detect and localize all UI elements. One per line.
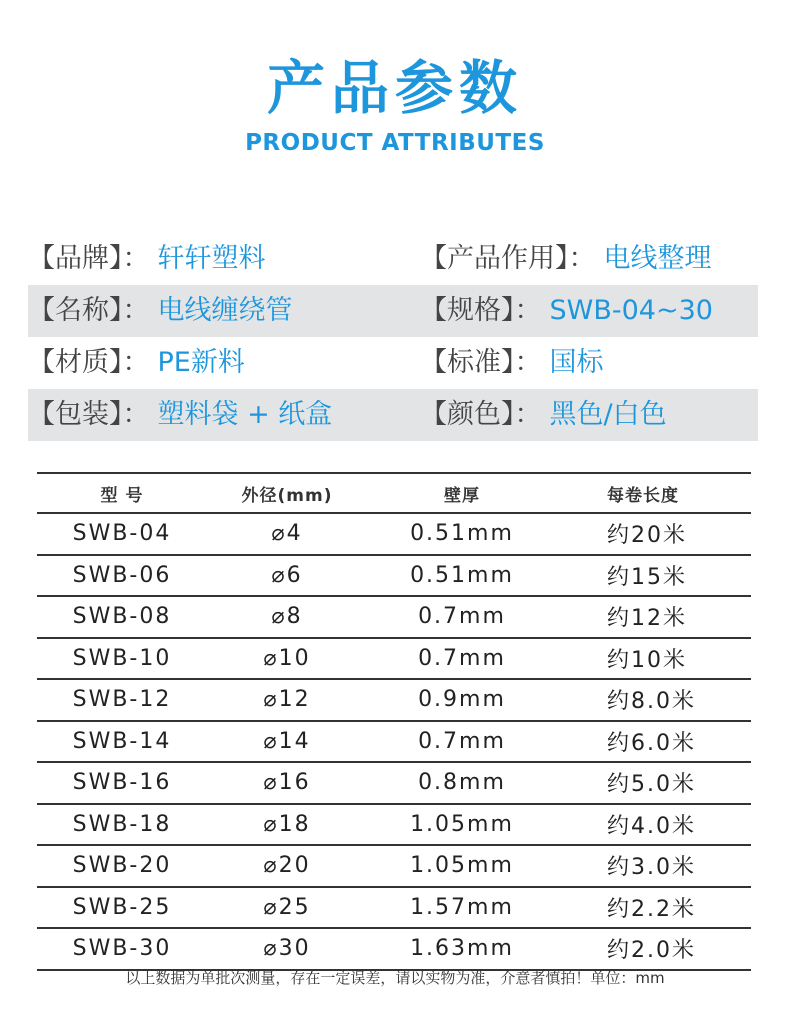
attribute-cell bbox=[28, 389, 420, 441]
cell-thickness: 1.63mm bbox=[410, 936, 514, 962]
attribute-cell bbox=[28, 285, 420, 337]
cell-model: SWB-06 bbox=[72, 562, 172, 588]
cell-model: SWB-14 bbox=[72, 728, 172, 754]
cell-diameter: ⌀10 bbox=[263, 645, 311, 671]
cell-thickness: 0.9mm bbox=[418, 687, 506, 713]
column-header-model: 型 号 bbox=[100, 485, 144, 506]
attribute-label: 【材质】： bbox=[28, 347, 150, 378]
cell-length: 约2.0米 bbox=[607, 938, 696, 964]
cell-length: 约4.0米 bbox=[607, 813, 696, 839]
cell-diameter: ⌀30 bbox=[263, 936, 311, 962]
cell-length: 约20米 bbox=[607, 523, 687, 549]
footnote: 以上数据为单批次测量，存在一定误差，请以实物为准，介意者慎拍！单位：mm bbox=[125, 969, 665, 987]
attribute-label: 【规格】： bbox=[420, 295, 542, 326]
cell-diameter: ⌀16 bbox=[263, 770, 311, 796]
attribute-label: 【产品作用】： bbox=[420, 243, 596, 274]
cell-diameter: ⌀18 bbox=[263, 811, 311, 837]
attributes-panel bbox=[28, 233, 758, 441]
cell-thickness: 0.7mm bbox=[418, 645, 506, 671]
column-header-length: 每卷长度 bbox=[607, 485, 679, 506]
attribute-row bbox=[28, 285, 758, 337]
cell-thickness: 0.8mm bbox=[418, 770, 506, 796]
attribute-label: 【标准】： bbox=[420, 347, 542, 378]
table-row bbox=[37, 597, 751, 639]
cell-model: SWB-25 bbox=[72, 894, 172, 920]
attribute-cell bbox=[28, 233, 420, 285]
attribute-cell bbox=[420, 389, 758, 441]
attribute-cell bbox=[420, 285, 758, 337]
table-row bbox=[37, 514, 751, 556]
cell-thickness: 0.51mm bbox=[410, 521, 514, 547]
table-row bbox=[37, 929, 751, 971]
cell-thickness: 0.7mm bbox=[418, 728, 506, 754]
cell-length: 约15米 bbox=[607, 564, 687, 590]
attribute-cell bbox=[420, 233, 758, 285]
attribute-row bbox=[28, 389, 758, 441]
attribute-label: 【名称】： bbox=[28, 295, 150, 326]
cell-length: 约3.0米 bbox=[607, 855, 696, 881]
table-row bbox=[37, 846, 751, 888]
cell-model: SWB-12 bbox=[72, 687, 172, 713]
attribute-value: 国标 bbox=[549, 347, 604, 378]
cell-length: 约12米 bbox=[607, 606, 687, 632]
cell-length: 约5.0米 bbox=[607, 772, 696, 798]
table-row bbox=[37, 722, 751, 764]
cell-diameter: ⌀20 bbox=[263, 853, 311, 879]
cell-thickness: 1.57mm bbox=[410, 894, 514, 920]
attribute-value: 电线整理 bbox=[603, 243, 712, 274]
cell-model: SWB-20 bbox=[72, 853, 172, 879]
attribute-cell bbox=[28, 337, 420, 389]
column-header-diameter: 外径(mm) bbox=[241, 485, 333, 506]
attribute-label: 【品牌】： bbox=[28, 243, 150, 274]
cell-diameter: ⌀14 bbox=[263, 728, 311, 754]
cell-diameter: ⌀4 bbox=[271, 521, 303, 547]
cell-diameter: ⌀12 bbox=[263, 687, 311, 713]
cell-model: SWB-16 bbox=[72, 770, 172, 796]
cell-diameter: ⌀6 bbox=[271, 562, 303, 588]
attribute-label: 【包装】： bbox=[28, 399, 150, 430]
page-subtitle: PRODUCT ATTRIBUTES bbox=[245, 130, 545, 156]
attribute-cell bbox=[420, 337, 758, 389]
table-row bbox=[37, 680, 751, 722]
attribute-row bbox=[28, 233, 758, 285]
attribute-value: 轩轩塑料 bbox=[157, 243, 266, 274]
cell-model: SWB-04 bbox=[72, 521, 172, 547]
cell-model: SWB-08 bbox=[72, 604, 172, 630]
table-row bbox=[37, 805, 751, 847]
attribute-row bbox=[28, 337, 758, 389]
cell-length: 约10米 bbox=[607, 647, 687, 673]
attribute-value: 黑色/白色 bbox=[549, 399, 667, 430]
cell-thickness: 0.7mm bbox=[418, 604, 506, 630]
attribute-value: 电线缠绕管 bbox=[157, 295, 293, 326]
attribute-value: PE新料 bbox=[157, 347, 245, 378]
spec-table-header bbox=[37, 472, 751, 514]
column-header-thickness: 壁厚 bbox=[444, 485, 480, 506]
attribute-value: SWB-04~30 bbox=[549, 295, 713, 326]
cell-diameter: ⌀8 bbox=[271, 604, 303, 630]
cell-thickness: 0.51mm bbox=[410, 562, 514, 588]
cell-thickness: 1.05mm bbox=[410, 853, 514, 879]
table-row bbox=[37, 639, 751, 681]
cell-thickness: 1.05mm bbox=[410, 811, 514, 837]
cell-model: SWB-18 bbox=[72, 811, 172, 837]
attribute-value: 塑料袋 + 纸盒 bbox=[157, 399, 333, 430]
table-row bbox=[37, 888, 751, 930]
cell-length: 约6.0米 bbox=[607, 730, 696, 756]
spec-table-body bbox=[37, 514, 751, 971]
cell-diameter: ⌀25 bbox=[263, 894, 311, 920]
cell-model: SWB-10 bbox=[72, 645, 172, 671]
attribute-label: 【颜色】： bbox=[420, 399, 542, 430]
table-row bbox=[37, 763, 751, 805]
spec-table bbox=[37, 472, 751, 971]
cell-length: 约8.0米 bbox=[607, 689, 696, 715]
cell-length: 约2.2米 bbox=[607, 896, 696, 922]
table-row bbox=[37, 556, 751, 598]
cell-model: SWB-30 bbox=[72, 936, 172, 962]
page-title: 产品参数 bbox=[266, 54, 523, 122]
